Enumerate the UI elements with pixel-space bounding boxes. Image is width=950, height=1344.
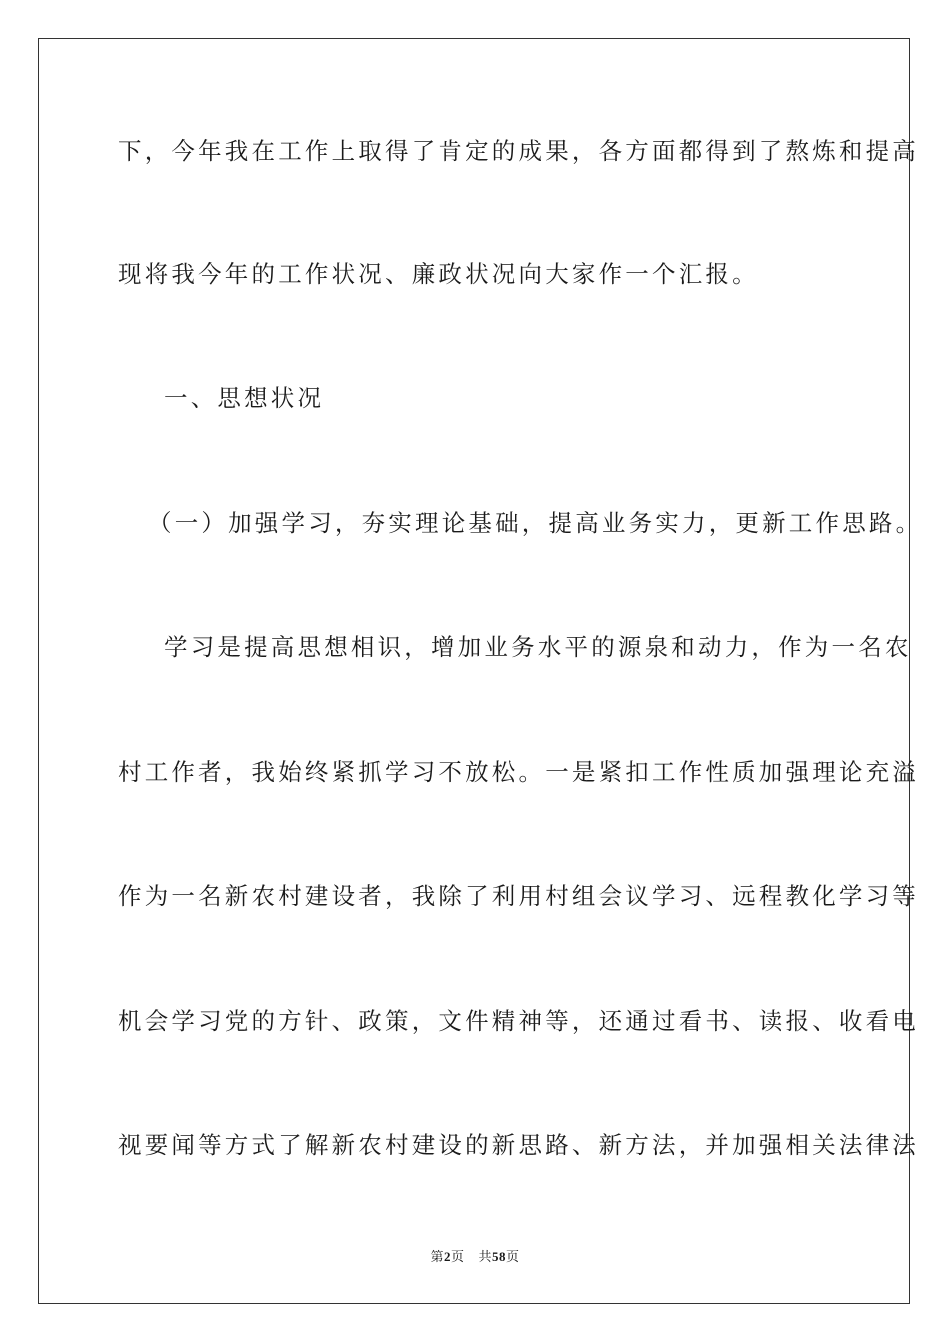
- page-footer: [0, 1246, 950, 1265]
- page-border: [38, 38, 923, 1304]
- footer-total-suffix: 页: [506, 1250, 520, 1265]
- subsection-heading: （一）加强学习，夯实理论基础，提高业务实力，更新工作思路。: [148, 509, 923, 537]
- body-line-2: 现将我今年的工作状况、廉政状况向大家作一个汇报。: [118, 260, 759, 288]
- footer-total-prefix: 共: [478, 1250, 493, 1265]
- body-line-5: 学习是提高思想相识，增加业务水平的源泉和动力，作为一名农: [164, 633, 912, 661]
- total-page-number: 58: [492, 1249, 507, 1264]
- footer-prefix: 第: [430, 1250, 444, 1265]
- body-line-6: 村工作者，我始终紧抓学习不放松。一是紧扣工作性质加强理论充溢: [118, 758, 919, 786]
- current-page-number: 2: [443, 1249, 451, 1264]
- body-line-8: 机会学习党的方针、政策，文件精神等，还通过看书、读报、收看电: [118, 1007, 919, 1035]
- body-line-1: 下，今年我在工作上取得了肯定的成果，各方面都得到了熬炼和提高: [118, 137, 919, 165]
- footer-page-suffix: 页: [450, 1250, 465, 1265]
- body-line-9: 视要闻等方式了解新农村建设的新思路、新方法，并加强相关法律法: [118, 1131, 919, 1159]
- body-line-7: 作为一名新农村建设者，我除了利用村组会议学习、远程教化学习等: [118, 882, 919, 910]
- section-heading: 一、思想状况: [164, 384, 325, 412]
